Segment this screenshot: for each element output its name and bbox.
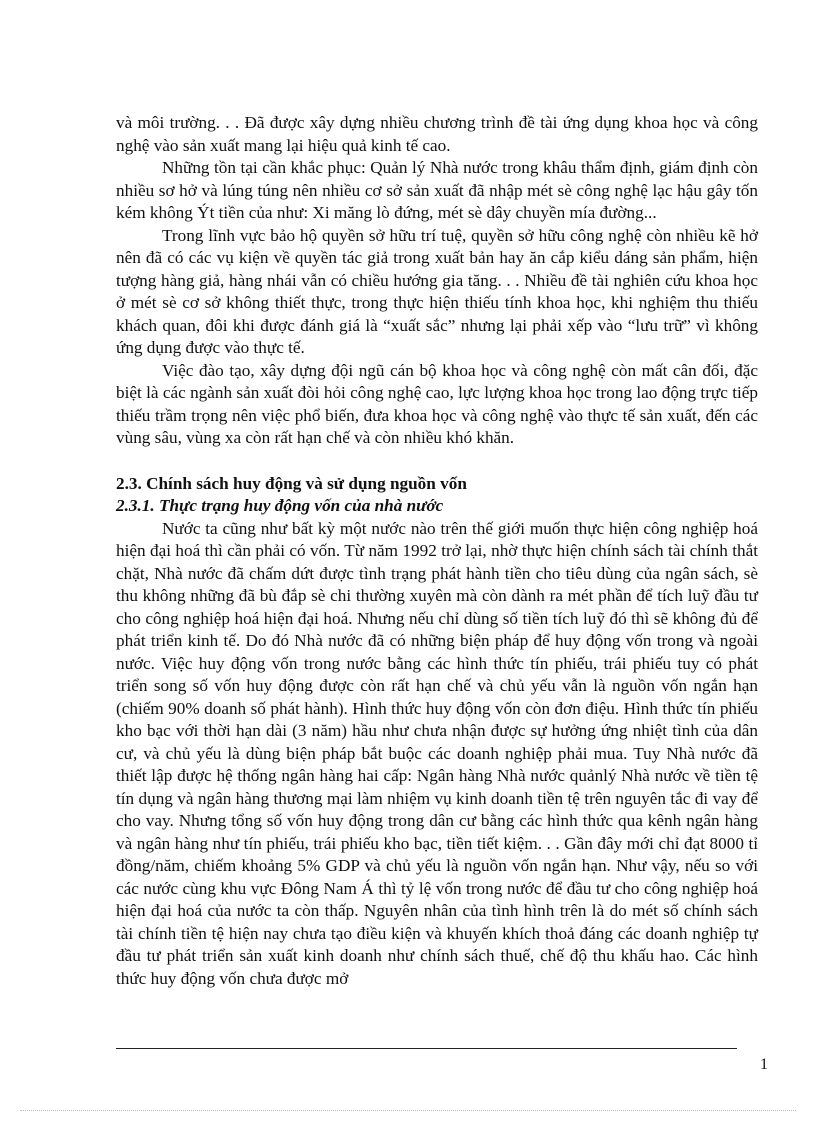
paragraph: Trong lĩnh vực bảo hộ quyền sở hữu trí tuệ, quyền sở hữu công nghệ còn nhiều kẽ hở nên đã có các vụ kiện về quyền tác giả trong xuất bản hay ăn cắp kiểu dáng sản phẩm, hiện tượng hàng giả, hàng nhái vẫn có chiều hướng gia tăng. . . Nhiều đề tài nghiên cứu khoa học ở mét sè cơ sở không thiết thực, trong thực hiện thiếu tính khoa học, khi nghiệm thu thiếu khách quan, đôi khi được đánh giá là “xuất sắc” nhưng lại phải xếp vào “lưu trữ” vì không ứng dụng được vào thực tế. [116, 225, 758, 357]
page-edge-divider [20, 1110, 796, 1111]
paragraph: Những tồn tại cần khắc phục: Quản lý Nhà nước trong khâu thẩm định, giám định còn nhiều sơ hở và lúng túng nên nhiều cơ sở sản xuất đã nhập mét sè công nghệ lạc hậu gây tốn kém không Ýt tiền của như: Xi măng lò đứng, mét sè dây chuyền mía đường... [116, 158, 758, 222]
paragraph: Nước ta cũng như bất kỳ một nước nào trên thế giới muốn thực hiện công nghiệp hoá hiện đại hoá thì cần phải có vốn. Từ năm 1992 trở lại, nhờ thực hiện chính sách tài chính thắt chặt, Nhà nước đã chấm dứt được tình trạng phát hành tiền cho tiêu dùng của ngân sách, sè thu không những đã bù đắp sè chi thường xuyên mà còn dành ra mét phần để tích luỹ đầu tư cho công nghiệp hoá hiện đại hoá. Nhưng nếu chỉ dùng số tiền tích luỹ đó thì sẽ không đủ để phát triển kinh tế. Do đó Nhà nước đã có những biện pháp để huy động vốn trong và ngoài nước. Việc huy động vốn trong nước bằng các hình thức tín phiếu, trái phiếu tuy có phát triển song số vốn huy động được còn rất hạn chế và chủ yếu vẫn là nguồn vốn ngắn hạn (chiếm 90% doanh số phát hành). Hình thức huy động vốn còn đơn điệu. Hình thức tín phiếu kho bạc với thời hạn dài (3 năm) hầu như chưa nhận được sự hưởng ứng nhiệt tình của dân cư, và chủ yếu là dùng biện pháp bắt buộc các doanh nghiệp phải mua. Tuy Nhà nước đã thiết lập được hệ thống ngân hàng hai cấp: Ngân hàng Nhà nước quảnlý Nhà nước về tiền tệ tín dụng và ngân hàng thương mại làm nhiệm vụ kinh doanh tiền tệ trên nguyên tắc đi vay để cho vay. Nhưng tổng số vốn huy động trong dân cư bằng các hình thức qua kênh ngân hàng và ngân hàng như tín phiếu, trái phiếu kho bạc, tiền tiết kiệm. . . Gần đây mới chỉ đạt 8000 tỉ đồng/năm, chiếm khoảng 5% GDP và chủ yếu là nguồn vốn ngắn hạn. Như vậy, nếu so với các nước cùng khu vực Đông Nam Á thì tỷ lệ vốn trong nước để đầu tư cho công nghiệp hoá hiện đại hoá của nước ta còn thấp. Nguyên nhân của tình hình trên là do mét số chính sách tài chính tiền tệ hiện nay chưa tạo điều kiện và khuyến khích thoả đáng các doanh nghiệp tự đầu tư phát triển sản xuất kinh doanh như chính sách thuế, chế độ thu khấu hao. Các hình thức huy động vốn chưa được mở [116, 518, 758, 988]
footer-rule [116, 1048, 737, 1049]
paragraph: Việc đào tạo, xây dựng đội ngũ cán bộ khoa học và công nghệ còn mất cân đối, đặc biệt là các ngành sản xuất đòi hỏi công nghệ cao, lực lượng khoa học trong lao động trực tiếp thiếu trầm trọng nên việc phổ biến, đưa khoa học và công nghệ vào thực tế sản xuất, đến các vùng sâu, vùng xa còn rất hạn chế và còn nhiều khó khăn. [116, 360, 758, 447]
page-number: 1 [760, 1056, 768, 1073]
paragraph: và môi trường. . . Đã được xây dựng nhiều chương trình đề tài ứng dụng khoa học và công nghệ vào sản xuất mang lại hiệu quả kinh tế cao. [116, 113, 758, 155]
section-heading: 2.3. Chính sách huy động và sử dụng nguồn vốn [116, 473, 467, 493]
subsection-heading: 2.3.1. Thực trạng huy động vốn của nhà nước [116, 496, 444, 515]
document-body [116, 112, 758, 990]
